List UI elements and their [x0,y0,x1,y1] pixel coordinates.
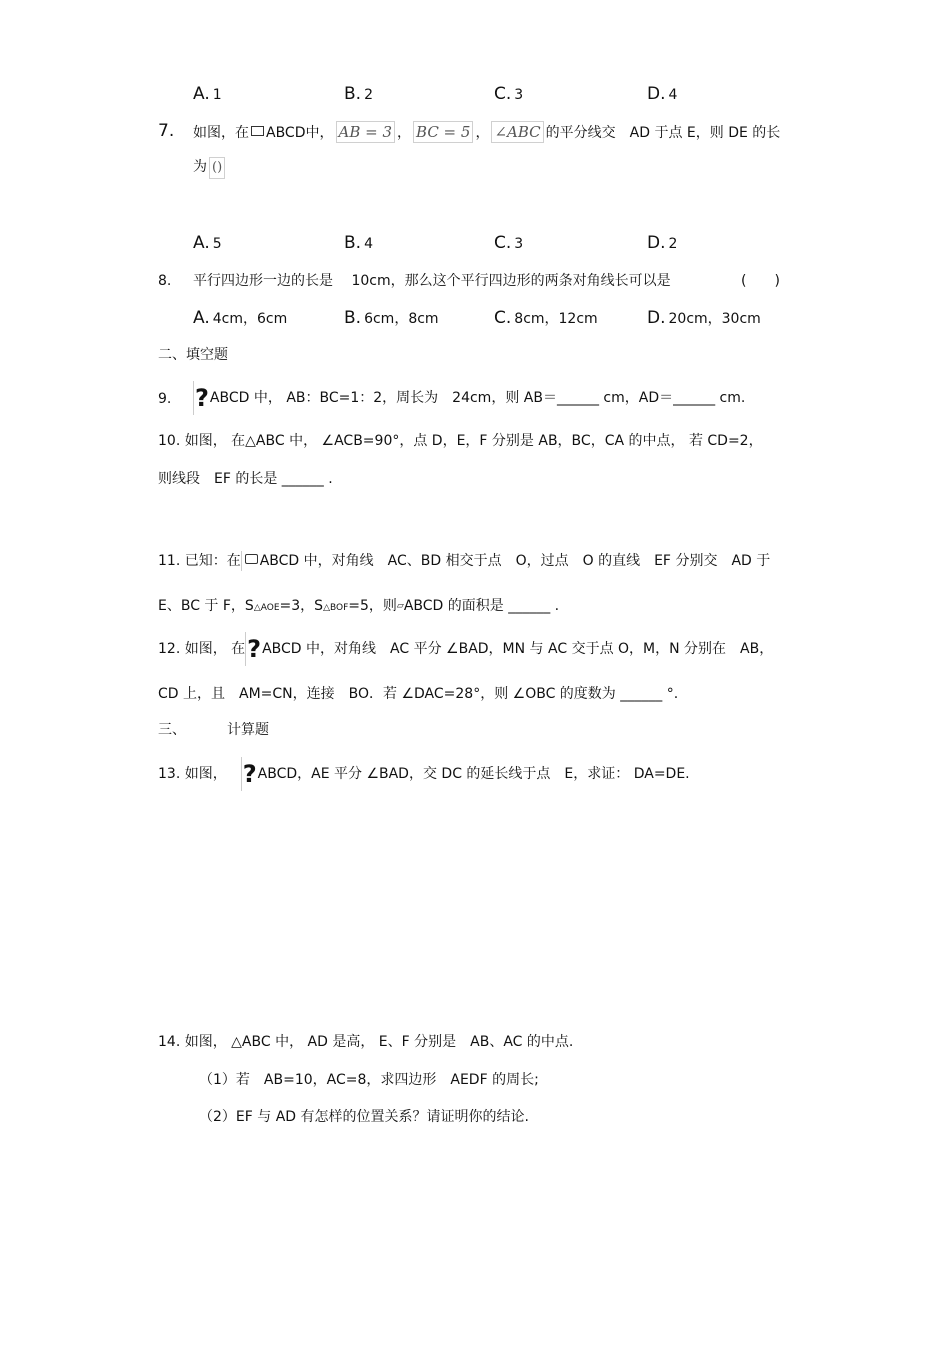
q11-line1b: ABCD 中，对角线 AC、BD 相交于点 O，过点 O 的直线 EF 分别交 AD 于 [259,553,771,569]
q14-line1: 14. 如图， △ABC 中， AD 是高， E、F 分别是 AB、AC 的中点. [158,1034,574,1050]
q8-answer-paren: ( ) [741,273,780,289]
option-letter: D. [647,84,666,104]
parallelogram-icon-small: ▱ [396,601,404,611]
q11-line2c: =5，则 [348,598,397,614]
q7-text3: 的平分线交 AD 于点 E，则 DE 的长 [545,125,781,141]
q12-line1a: 12. 如图， 在 [158,641,246,657]
q12-line2: CD 上，且 AM=CN，连接 BO．若 ∠DAC=28°，则 ∠OBC 的度数为 ______ °. [158,686,679,702]
section-heading-fill-blank: 二、填空题 [158,347,228,363]
option-text: 4 [364,236,373,252]
parallelogram-icon [251,126,264,136]
q8-option-b [344,308,439,329]
q7-number-text: 7. [158,121,175,141]
q8-option-d [647,308,761,329]
q7-math-angle: ∠ABC [491,121,543,143]
q11-line2d: ABCD 的面积是 ______ . [403,598,560,614]
question-mark-icon: ? [195,384,209,412]
q7-comma-2: ， [475,125,490,141]
option-text: 6cm，8cm [364,311,439,327]
q14-part1: （1）若 AB=10，AC=8，求四边形 AEDF 的周长; [199,1072,539,1088]
q7-text2: ABCD中， [266,125,334,141]
q7-math-ab: AB = 3 [336,121,396,143]
option-text: 4cm，6cm [212,311,288,327]
q7-line1 [193,121,780,143]
q7-option-b [344,233,373,254]
option-letter: C. [494,308,512,328]
q6-option-a [193,84,222,105]
option-letter: A. [193,233,210,253]
q13-line [158,757,690,791]
q13-text1: 13. 如图， [158,766,227,782]
q7-option-d [647,233,677,254]
q6-option-d [647,84,677,105]
q11-line2a: E、BC 于 F，S [158,598,254,614]
q7-line2 [193,157,227,179]
q9-line [193,381,745,415]
q11-subscript-aoe: △AOE [253,603,280,613]
q11-subscript-bof: △BOF [323,603,349,613]
q6-option-c [494,84,523,105]
q7-math-bc: BC = 5 [413,121,473,143]
option-letter: B. [344,84,362,104]
option-letter: A. [193,84,210,104]
q10-line1: 10. 如图， 在△ABC 中， ∠ACB=90°，点 D，E，F 分别是 AB，BC，CA 的中点， 若 CD=2， [158,433,763,449]
q7-line2-text: 为 [193,159,207,175]
option-letter: C. [494,233,512,253]
q8-option-c [494,308,598,329]
q9-missing-symbol [193,381,210,415]
q13-text2: ABCD，AE 平分 ∠BAD，交 DC 的延长线于点 E，求证： DA=DE. [257,766,690,782]
q11-line2b: =3，S [279,598,324,614]
q13-missing-symbol [241,757,258,791]
option-text: 4 [668,87,678,103]
section-heading-number: 三、 [158,722,186,738]
question-mark-icon: ? [242,760,257,788]
q7-comma-1: ， [397,125,412,141]
q7-option-c [494,233,523,254]
option-text: 8cm，12cm [514,311,598,327]
q11-line1a: 11. 已知：在 [158,553,241,569]
option-text: 3 [514,87,524,103]
parallelogram-icon [245,554,258,564]
q8-text: 平行四边形一边的长是 10cm，那么这个平行四边形的两条对角线长可以是 [193,273,671,289]
option-letter: C. [494,84,512,104]
q7-text1: 如图，在 [193,125,249,141]
option-letter: D. [647,233,666,253]
q12-line1b: ABCD 中，对角线 AC 平分 ∠BAD，MN 与 AC 交于点 O，M，N 分别在 AB， [262,641,774,657]
q11-parallelogram-wrap [241,551,260,571]
q10-line2: 则线段 EF 的长是 ______ . [158,471,333,487]
section-heading-calculation: 计算题 [227,722,269,738]
q11-line1 [158,551,770,571]
q7-option-a [193,233,222,254]
q8-number: 8. [158,273,172,289]
option-text: 20cm，30cm [668,311,761,327]
q12-missing-symbol [245,632,262,666]
q9-text: ABCD 中， AB：BC=1：2，周长为 24cm，则 AB＝______ cm，AD＝______ cm. [209,390,746,406]
q9-number: 9. [158,391,172,407]
question-mark-icon: ? [247,635,262,663]
option-letter: A. [193,308,210,328]
option-letter: B. [344,233,362,253]
q7-answer-paren: () [209,157,225,179]
q14-part2: （2）EF 与 AD 有怎样的位置关系？请证明你的结论. [199,1109,529,1125]
q6-option-b [344,84,373,105]
option-text: 3 [514,236,524,252]
q7-number [158,121,174,142]
option-letter: B. [344,308,362,328]
option-text: 2 [364,87,373,103]
q11-line2 [158,596,559,618]
option-text: 2 [668,236,678,252]
q8-option-a [193,308,287,329]
option-text: 5 [212,236,222,252]
option-letter: D. [647,308,666,328]
option-text: 1 [212,87,222,103]
q12-line1 [158,632,773,666]
